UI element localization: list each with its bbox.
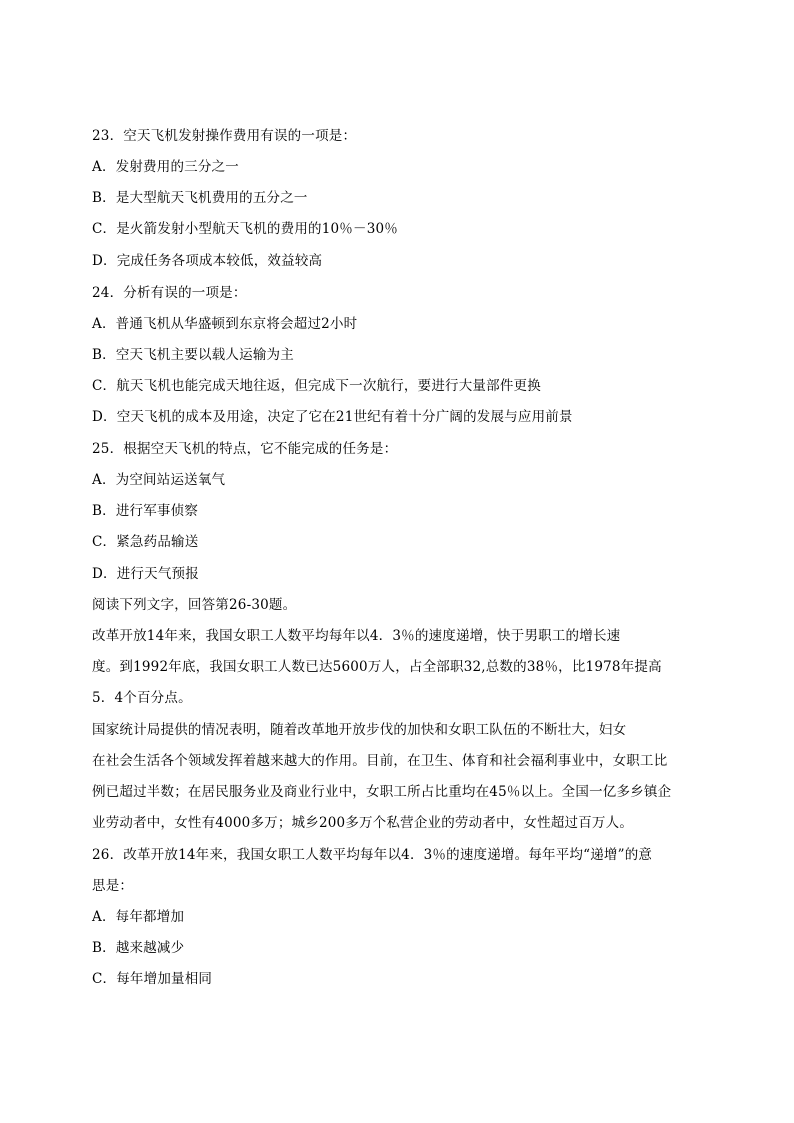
option-26-c: C．每年增加量相同 xyxy=(92,971,213,987)
option-24-a: A．普通飞机从华盛顿到东京将会超过2小时 xyxy=(92,316,358,332)
option-23-b: B．是大型航天飞机费用的五分之一 xyxy=(92,190,308,206)
question-24: 24．分析有误的一项是： xyxy=(92,285,247,301)
option-26-b: B．越来越减少 xyxy=(92,940,185,956)
question-23: 23．空天飞机发射操作费用有误的一项是： xyxy=(92,128,357,144)
question-25: 25．根据空天飞机的特点，它不能完成的任务是： xyxy=(92,441,398,457)
question-26-continued: 思是： xyxy=(92,878,134,894)
reading-instruction: 阅读下列文字，回答第26-30题。 xyxy=(92,597,297,613)
option-23-a: A．发射费用的三分之一 xyxy=(92,159,239,175)
passage-line: 度。到1992年底，我国女职工人数已达5600万人，占全部职32,总数的38％，比1978年提高 xyxy=(92,659,662,675)
option-23-d: D．完成任务各项成本较低，效益较高 xyxy=(92,253,323,269)
option-25-b: B．进行军事侦察 xyxy=(92,503,199,519)
option-25-d: D．进行天气预报 xyxy=(92,566,199,582)
passage-line: 业劳动者中，女性有4000多万；城乡200多万个私营企业的劳动者中，女性超过百万人。 xyxy=(92,815,634,831)
option-23-c: C．是火箭发射小型航天飞机的费用的10％－30％ xyxy=(92,221,398,237)
passage-line: 改革开放14年来，我国女职工人数平均每年以4．3％的速度递增，快于男职工的增长速 xyxy=(92,628,621,644)
option-24-d: D．空天飞机的成本及用途，决定了它在21世纪有着十分广阔的发展与应用前景 xyxy=(92,409,573,425)
option-24-b: B．空天飞机主要以载人运输为主 xyxy=(92,347,294,363)
question-26: 26．改革开放14年来，我国女职工人数平均每年以4．3％的速度递增。每年平均“递增”的意 xyxy=(92,847,653,863)
passage-line: 5．4个百分点。 xyxy=(92,690,192,706)
option-24-c: C．航天飞机也能完成天地往返，但完成下一次航行，要进行大量部件更换 xyxy=(92,378,541,394)
option-25-c: C．紧急药品输送 xyxy=(92,534,199,550)
option-25-a: A．为空间站运送氧气 xyxy=(92,472,226,488)
passage-line: 国家统计局提供的情况表明，随着改革地开放步伐的加快和女职工队伍的不断壮大，妇女 xyxy=(92,722,627,738)
passage-line: 在社会生活各个领域发挥着越来越大的作用。目前，在卫生、体育和社会福利事业中，女职工比 xyxy=(92,753,668,769)
passage-line: 例已超过半数；在居民服务业及商业行业中，女职工所占比重均在45％以上。全国一亿多乡镇企 xyxy=(92,784,672,800)
option-26-a: A．每年都增加 xyxy=(92,909,185,925)
